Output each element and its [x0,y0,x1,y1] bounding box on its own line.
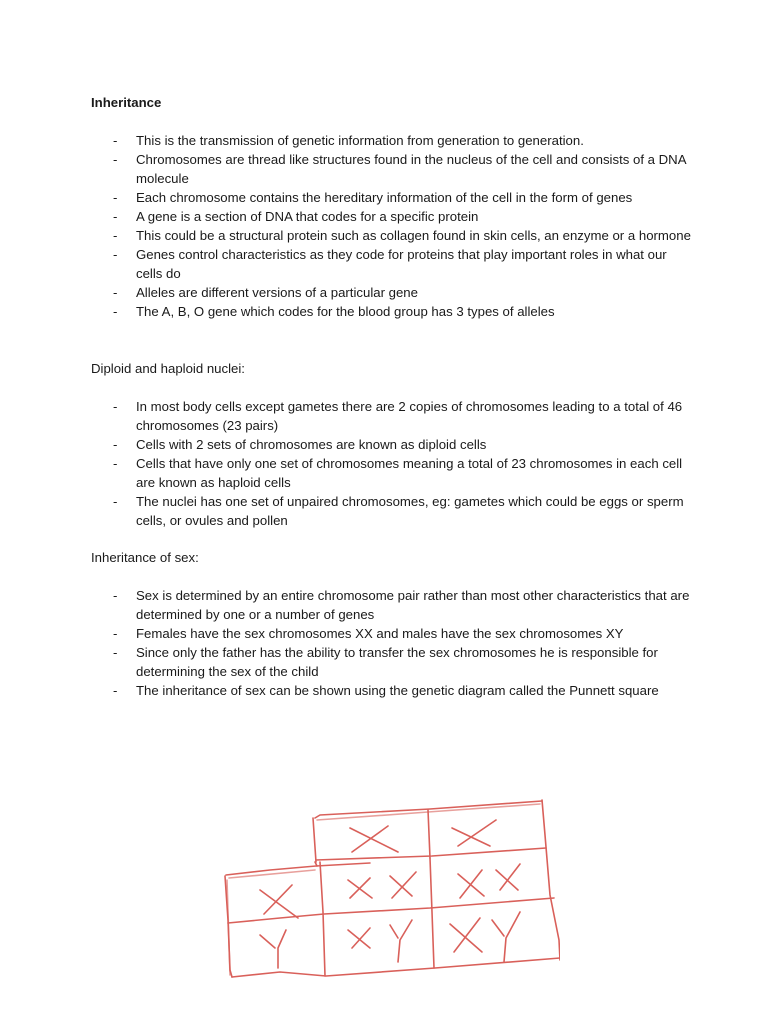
punnett-square-drawing [220,790,560,980]
list-item: - Cells that have only one set of chromosomes meaning a total of 23 chromosomes in each cell are known as haploid cells [113,456,683,490]
list-item: - Since only the father has the ability to transfer the sex chromosomes he is responsible for determining the sex of the child [113,645,658,679]
bullet-dash: - [113,456,118,471]
punnett-header-left-2 [260,930,286,968]
bullet-dash: - [113,626,118,641]
list-item: - Genes control characteristics as they code for proteins that play important roles in what our cells do [113,247,667,281]
section-heading-inheritance-of-sex: Inheritance of sex: [91,550,199,565]
bullet-dash: - [113,399,118,414]
inheritance-of-sex-bullet-list [91,586,691,700]
punnett-cell-xy-1 [348,920,412,962]
inheritance-bullet-list [91,131,691,321]
bullet-dash: - [113,285,118,300]
bullet-dash: - [113,190,118,205]
list-item: - Females have the sex chromosomes XX and males have the sex chromosomes XY [113,626,624,641]
bullet-dash: - [113,228,118,243]
list-item: - This is the transmission of genetic information from generation to generation. [113,133,584,148]
punnett-grid [225,800,560,977]
bullet-dash: - [113,645,118,660]
list-item: - Sex is determined by an entire chromosome pair rather than most other characteristics that are determined by one or a number of genes [113,588,690,622]
list-item: - Alleles are different versions of a particular gene [113,285,418,300]
punnett-cell-xx-2 [458,864,520,898]
diploid-haploid-bullet-list [91,397,691,530]
bullet-dash: - [113,247,118,262]
bullet-dash: - [113,304,118,319]
punnett-cell-xy-2 [450,912,520,962]
list-item: - This could be a structural protein such as collagen found in skin cells, an enzyme or a hormone [113,228,691,243]
bullet-dash: - [113,437,118,452]
bullet-dash: - [113,494,118,509]
section-heading-inheritance: Inheritance [91,95,162,110]
punnett-header-left-1 [260,885,298,918]
bullet-dash: - [113,209,118,224]
list-item: - Chromosomes are thread like structures found in the nucleus of the cell and consists of a DNA molecule [113,152,686,186]
bullet-dash: - [113,683,118,698]
list-item: - Each chromosome contains the hereditary information of the cell in the form of genes [113,190,633,205]
list-item: - The nuclei has one set of unpaired chromosomes, eg: gametes which could be eggs or sperm cells, or ovules and pollen [113,494,684,528]
punnett-header-top-2 [452,820,496,846]
punnett-cell-xx-1 [348,872,416,898]
bullet-dash: - [113,152,118,167]
list-item: - A gene is a section of DNA that codes for a specific protein [113,209,479,224]
list-item: - Cells with 2 sets of chromosomes are known as diploid cells [113,437,487,452]
list-item: - In most body cells except gametes there are 2 copies of chromosomes leading to a total of 46 chromosomes (23 pairs) [113,399,683,433]
list-item: - The A, B, O gene which codes for the blood group has 3 types of alleles [113,304,555,319]
punnett-header-top-1 [350,826,398,852]
bullet-dash: - [113,133,118,148]
list-item: - The inheritance of sex can be shown using the genetic diagram called the Punnett square [113,683,659,698]
bullet-dash: - [113,588,118,603]
section-heading-diploid-haploid: Diploid and haploid nuclei: [91,361,245,376]
